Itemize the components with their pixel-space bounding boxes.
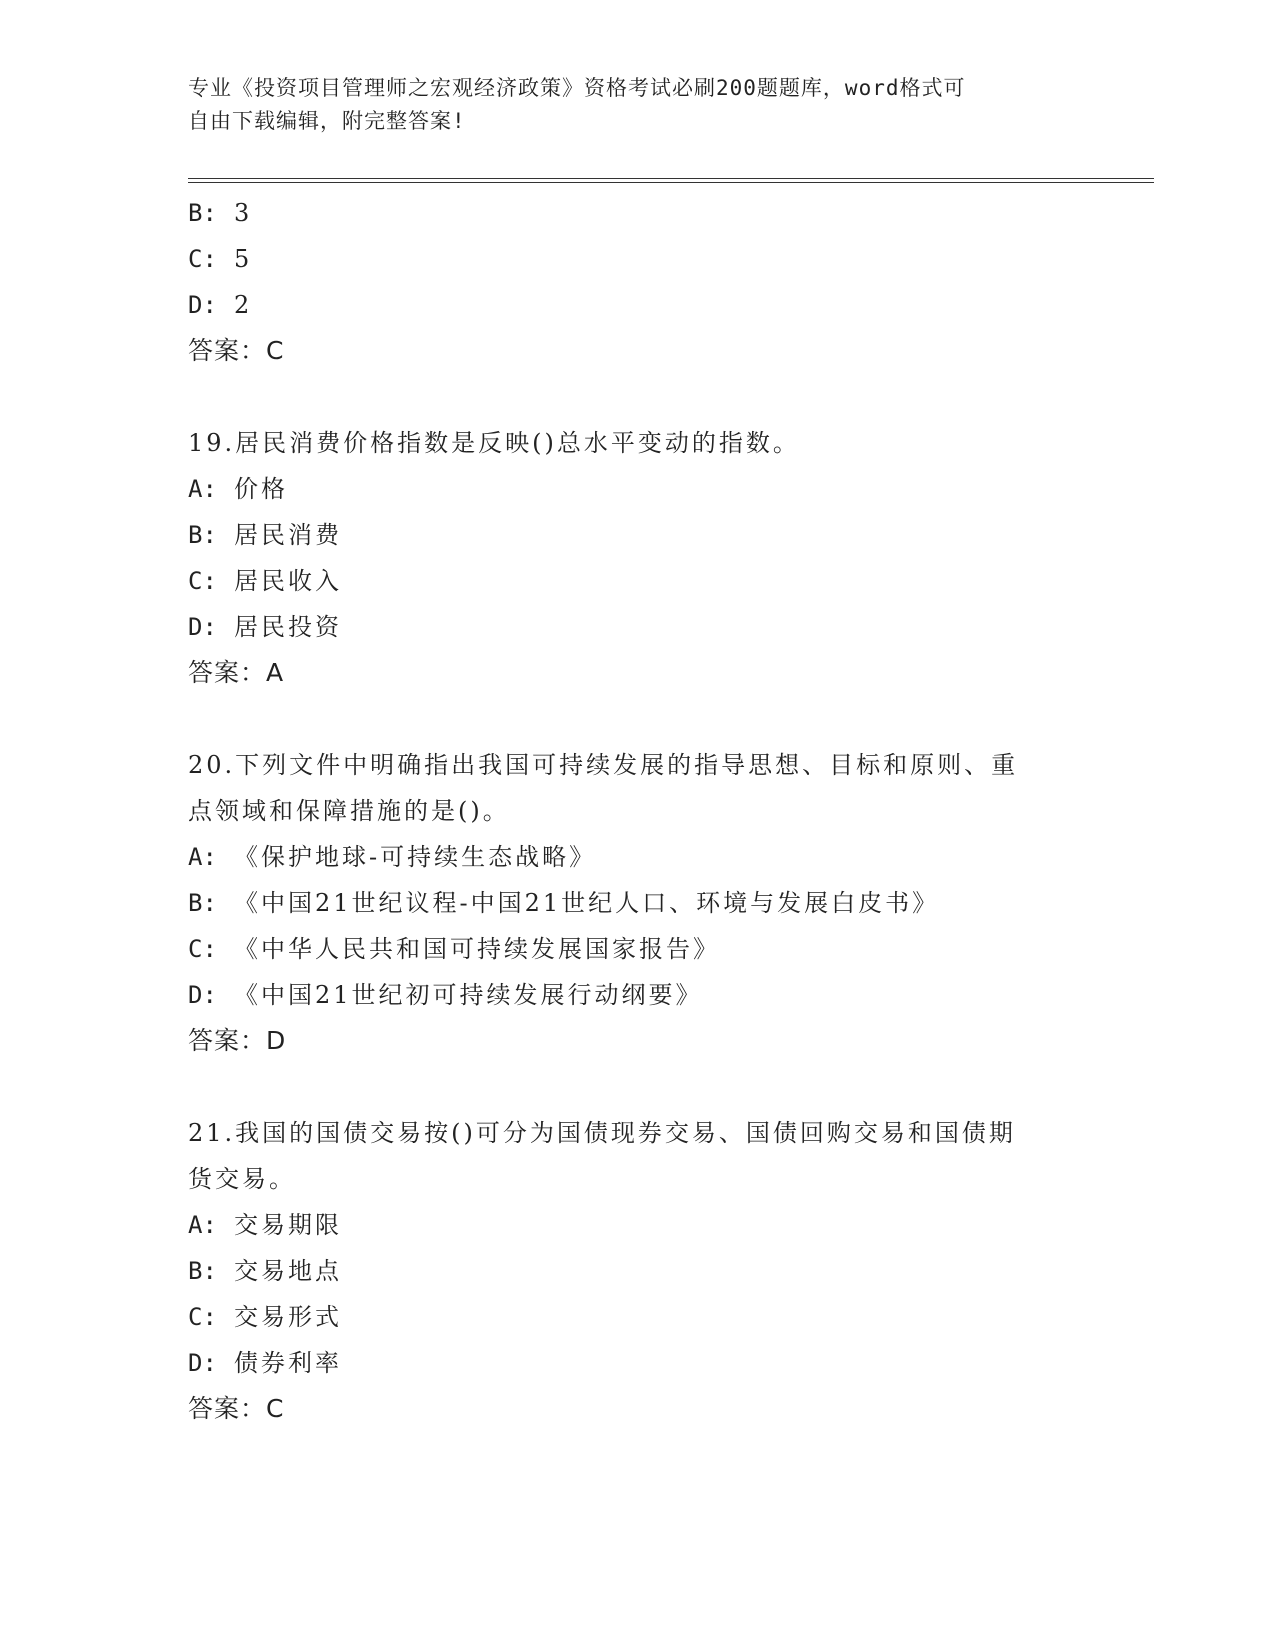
question-stem: 21.我国的国债交易按()可分为国债现券交易、国债回购交易和国债期 [188,1119,1016,1147]
question-block-18 [188,190,1088,374]
question-stem: 20.下列文件中明确指出我国可持续发展的指导思想、目标和原则、重 [188,751,1019,779]
answer-line: 答案：A [188,658,285,687]
question-stem-continued: 货交易。 [188,1165,296,1193]
option-d: D: 《中国21世纪初可持续发展行动纲要》 [188,981,703,1009]
option-a: A: 价格 [188,475,288,503]
question-block-19 [188,420,1088,696]
question-block-21 [188,1110,1088,1432]
option-b: B: 3 [188,199,253,227]
answer-line: 答案：D [188,1026,287,1055]
question-list [188,190,1088,1432]
option-a: A: 《保护地球-可持续生态战略》 [188,843,597,871]
question-stem: 19.居民消费价格指数是反映()总水平变动的指数。 [188,429,800,457]
header-line-1: 专业《投资项目管理师之宏观经济政策》资格考试必刷200题题库，word格式可 [188,76,966,100]
document-header [188,72,1088,138]
answer-line: 答案：C [188,1394,285,1423]
option-c: C: 5 [188,245,253,273]
option-c: C: 《中华人民共和国可持续发展国家报告》 [188,935,720,963]
answer-line: 答案：C [188,336,285,365]
option-b: B: 《中国21世纪议程-中国21世纪人口、环境与发展白皮书》 [188,889,940,917]
question-block-20 [188,742,1088,1064]
option-c: C: 交易形式 [188,1303,342,1331]
option-b: B: 交易地点 [188,1257,342,1285]
option-d: D: 债券利率 [188,1349,342,1377]
question-stem-continued: 点领域和保障措施的是()。 [188,797,510,825]
option-d: D: 居民投资 [188,613,342,641]
option-a: A: 交易期限 [188,1211,342,1239]
option-b: B: 居民消费 [188,521,342,549]
option-d: D: 2 [188,291,253,319]
header-divider [188,178,1154,183]
header-line-2: 自由下载编辑，附完整答案! [188,109,466,133]
option-c: C: 居民收入 [188,567,342,595]
